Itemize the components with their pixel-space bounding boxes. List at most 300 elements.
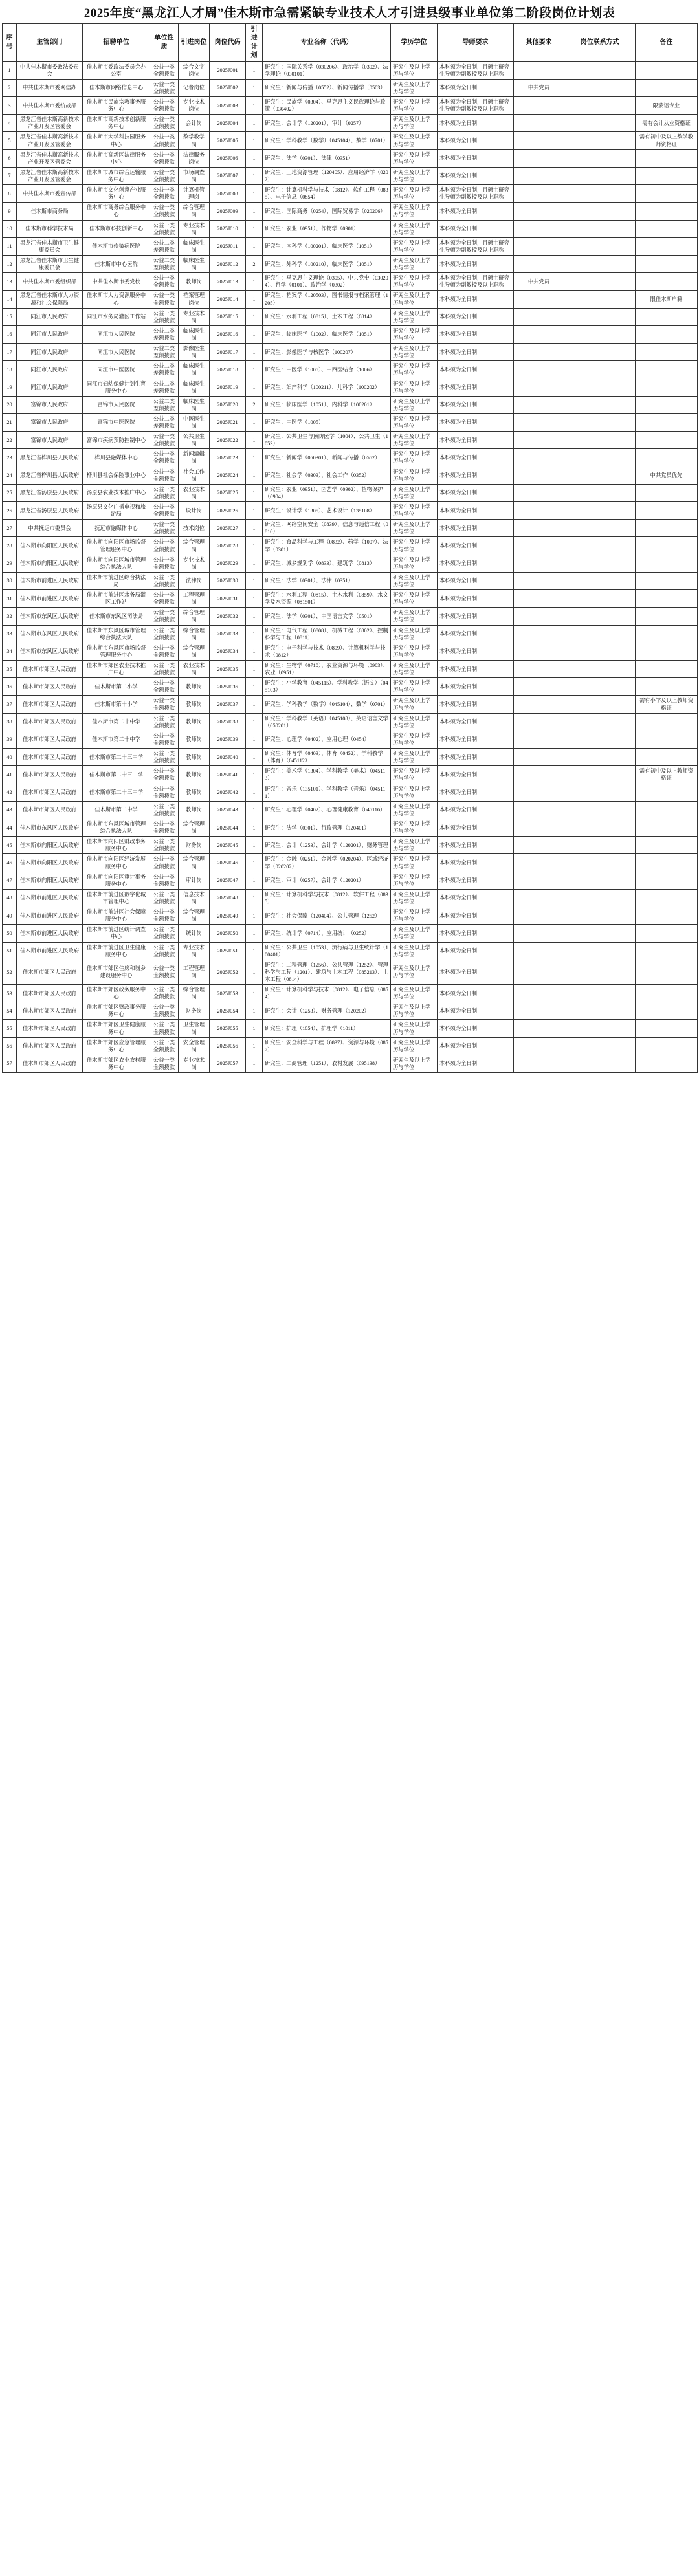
cell-major: 研究生：国际商务（0254）、国际贸易学（020206） — [263, 203, 391, 220]
cell-no: 8 — [3, 185, 17, 203]
col-header-other: 其他要求 — [514, 24, 564, 62]
cell-contact — [564, 661, 636, 678]
cell-post: 新闻编辑岗 — [179, 449, 210, 467]
cell-mentor: 本科须为全日制 — [438, 379, 514, 396]
cell-degree: 研究生及以上学历与学位 — [391, 555, 438, 572]
cell-other — [514, 766, 564, 784]
cell-count: 1 — [246, 572, 263, 589]
cell-nature: 公益一类全额拨款 — [150, 837, 179, 854]
cell-nature: 公益一类全额拨款 — [150, 907, 179, 925]
table-row — [3, 925, 698, 942]
table-row — [3, 1002, 698, 1020]
cell-post: 临床医生岗 — [179, 237, 210, 255]
cell-contact — [564, 731, 636, 748]
cell-code: 2025J039 — [210, 731, 246, 748]
cell-degree: 研究生及以上学历与学位 — [391, 149, 438, 167]
cell-post: 临床医生岗 — [179, 325, 210, 343]
cell-major: 研究生：公共卫生与预防医学（1004）、公共卫生（1053） — [263, 432, 391, 449]
cell-contact — [564, 784, 636, 801]
cell-other — [514, 643, 564, 660]
cell-code: 2025J021 — [210, 413, 246, 431]
cell-post: 临床医生岗 — [179, 379, 210, 396]
cell-post: 专业技术岗位 — [179, 97, 210, 115]
cell-post: 教师岗 — [179, 713, 210, 731]
cell-contact — [564, 1002, 636, 1020]
cell-nature: 公益一类全额拨款 — [150, 520, 179, 537]
cell-major: 研究生：影像医学与核医学（100207） — [263, 344, 391, 361]
cell-major: 研究生：法学（0301）、法律（0351） — [263, 572, 391, 589]
cell-degree: 研究生及以上学历与学位 — [391, 766, 438, 784]
cell-dept: 佳木斯市郊区人民政府 — [17, 1037, 83, 1055]
cell-dept: 黑龙江省汤原县人民政府 — [17, 502, 83, 520]
cell-mentor: 本科须为全日制 — [438, 713, 514, 731]
table-row — [3, 1020, 698, 1037]
cell-contact — [564, 379, 636, 396]
cell-no: 28 — [3, 537, 17, 555]
cell-code: 2025J008 — [210, 185, 246, 203]
cell-note — [636, 237, 698, 255]
cell-other — [514, 115, 564, 132]
cell-major: 研究生：生物学（0710）、农业资源与环境（0903）、农业（0951） — [263, 661, 391, 678]
cell-mentor: 本科须为全日制 — [438, 291, 514, 308]
cell-no: 40 — [3, 749, 17, 766]
cell-no: 44 — [3, 819, 17, 836]
cell-contact — [564, 608, 636, 625]
cell-nature: 公益一类全额拨款 — [150, 1002, 179, 1020]
cell-contact — [564, 237, 636, 255]
cell-nature: 公益一类全额拨款 — [150, 749, 179, 766]
table-row — [3, 237, 698, 255]
cell-note — [636, 555, 698, 572]
cell-count: 1 — [246, 203, 263, 220]
cell-major: 研究生：外科学（100210）、临床医学（1051） — [263, 255, 391, 272]
cell-nature: 公益二类差额拨款 — [150, 255, 179, 272]
cell-dept: 佳木斯市前进区人民政府 — [17, 907, 83, 925]
cell-no: 24 — [3, 467, 17, 484]
cell-code: 2025J013 — [210, 273, 246, 291]
cell-post: 综合文字岗位 — [179, 61, 210, 79]
cell-nature: 公益一类全额拨款 — [150, 220, 179, 237]
cell-count: 1 — [246, 291, 263, 308]
cell-code: 2025J032 — [210, 608, 246, 625]
cell-mentor: 本科须为全日制 — [438, 784, 514, 801]
cell-dept: 黑龙江省佳木斯市卫生健康委员会 — [17, 237, 83, 255]
cell-nature: 公益一类全额拨款 — [150, 713, 179, 731]
cell-unit: 汤原县文化广播电视和旅游局 — [83, 502, 150, 520]
cell-note — [636, 167, 698, 184]
cell-mentor: 本科须为全日制 — [438, 555, 514, 572]
cell-post: 农业技术岗 — [179, 661, 210, 678]
cell-dept: 佳木斯市郊区人民政府 — [17, 801, 83, 819]
cell-count: 1 — [246, 361, 263, 379]
cell-dept: 佳木斯市东风区人民政府 — [17, 819, 83, 836]
cell-code: 2025J015 — [210, 308, 246, 325]
cell-count: 1 — [246, 907, 263, 925]
cell-mentor: 本科须为全日制 — [438, 132, 514, 149]
cell-note — [636, 255, 698, 272]
cell-nature: 公益一类全额拨款 — [150, 572, 179, 589]
cell-note: 限蒙语专业 — [636, 97, 698, 115]
cell-note — [636, 749, 698, 766]
cell-unit: 佳木斯市民族宗教事务服务中心 — [83, 97, 150, 115]
cell-contact — [564, 960, 636, 984]
cell-no: 15 — [3, 308, 17, 325]
cell-post: 专业技术岗 — [179, 220, 210, 237]
cell-note — [636, 185, 698, 203]
cell-code: 2025J011 — [210, 237, 246, 255]
cell-count: 1 — [246, 925, 263, 942]
cell-dept: 同江市人民政府 — [17, 325, 83, 343]
cell-mentor: 本科须为全日制 — [438, 942, 514, 960]
cell-note — [636, 608, 698, 625]
cell-no: 10 — [3, 220, 17, 237]
cell-post: 影像医生岗 — [179, 344, 210, 361]
cell-count: 1 — [246, 854, 263, 872]
cell-dept: 黑龙江省桦川县人民政府 — [17, 449, 83, 467]
table-row — [3, 731, 698, 748]
cell-post: 综合管理岗 — [179, 643, 210, 660]
cell-degree: 研究生及以上学历与学位 — [391, 413, 438, 431]
cell-note — [636, 203, 698, 220]
cell-other — [514, 555, 564, 572]
cell-other — [514, 925, 564, 942]
cell-unit: 佳木斯市第二十三中学 — [83, 766, 150, 784]
cell-note — [636, 907, 698, 925]
cell-mentor: 本科须为全日制 — [438, 889, 514, 907]
cell-contact — [564, 361, 636, 379]
cell-post: 计算机管理岗 — [179, 185, 210, 203]
cell-major: 研究生：设计学（1305）、艺术设计（135108） — [263, 502, 391, 520]
cell-dept: 富锦市人民政府 — [17, 432, 83, 449]
cell-mentor: 本科须为全日制 — [438, 413, 514, 431]
cell-post: 信息技术岗 — [179, 889, 210, 907]
cell-contact — [564, 432, 636, 449]
cell-count: 1 — [246, 661, 263, 678]
cell-major: 研究生：会计学（120201）、审计（0257） — [263, 115, 391, 132]
cell-other — [514, 237, 564, 255]
cell-nature: 公益一类全额拨款 — [150, 1020, 179, 1037]
table-row — [3, 79, 698, 96]
cell-post: 教师岗 — [179, 749, 210, 766]
cell-nature: 公益一类全额拨款 — [150, 185, 179, 203]
cell-contact — [564, 766, 636, 784]
cell-degree: 研究生及以上学历与学位 — [391, 661, 438, 678]
cell-code: 2025J018 — [210, 361, 246, 379]
cell-count: 1 — [246, 449, 263, 467]
cell-contact — [564, 889, 636, 907]
cell-mentor: 本科须为全日制 — [438, 907, 514, 925]
cell-no: 19 — [3, 379, 17, 396]
cell-major: 研究生：临床医学（1002）、临床医学（1051） — [263, 325, 391, 343]
cell-mentor: 本科须为全日制，且硕士研究生导师为副教授及以上职称 — [438, 97, 514, 115]
cell-post: 卫生管理岗 — [179, 1020, 210, 1037]
cell-code: 2025J034 — [210, 643, 246, 660]
cell-code: 2025J010 — [210, 220, 246, 237]
cell-post: 教师岗 — [179, 731, 210, 748]
cell-no: 16 — [3, 325, 17, 343]
cell-mentor: 本科须为全日制 — [438, 801, 514, 819]
cell-nature: 公益一类全额拨款 — [150, 167, 179, 184]
cell-degree: 研究生及以上学历与学位 — [391, 325, 438, 343]
cell-count: 1 — [246, 61, 263, 79]
cell-no: 31 — [3, 590, 17, 608]
cell-dept: 佳木斯市前进区人民政府 — [17, 942, 83, 960]
cell-post: 临床医生岗 — [179, 255, 210, 272]
cell-note — [636, 572, 698, 589]
cell-dept: 佳木斯市郊区人民政府 — [17, 731, 83, 748]
cell-count: 1 — [246, 308, 263, 325]
cell-code: 2025J004 — [210, 115, 246, 132]
cell-unit: 佳木斯市前进区社会保障服务中心 — [83, 907, 150, 925]
cell-code: 2025J019 — [210, 379, 246, 396]
cell-post: 综合管理岗 — [179, 854, 210, 872]
cell-no: 6 — [3, 149, 17, 167]
cell-dept: 黑龙江省佳木斯市卫生健康委员会 — [17, 255, 83, 272]
cell-unit: 同江市人民医院 — [83, 325, 150, 343]
cell-code: 2025J042 — [210, 784, 246, 801]
cell-mentor: 本科须为全日制 — [438, 396, 514, 413]
cell-no: 1 — [3, 61, 17, 79]
cell-degree: 研究生及以上学历与学位 — [391, 925, 438, 942]
cell-mentor: 本科须为全日制 — [438, 837, 514, 854]
cell-other — [514, 942, 564, 960]
cell-other — [514, 291, 564, 308]
cell-degree: 研究生及以上学历与学位 — [391, 449, 438, 467]
cell-contact — [564, 291, 636, 308]
cell-mentor: 本科须为全日制，且硕士研究生导师为副教授及以上职称 — [438, 185, 514, 203]
cell-nature: 公益一类全额拨款 — [150, 61, 179, 79]
cell-dept: 佳木斯市向阳区人民政府 — [17, 872, 83, 889]
cell-mentor: 本科须为全日制 — [438, 985, 514, 1002]
cell-unit: 佳木斯市前进区综合执法局 — [83, 572, 150, 589]
cell-note — [636, 942, 698, 960]
cell-no: 51 — [3, 942, 17, 960]
cell-note — [636, 889, 698, 907]
col-header-unit: 招聘单位 — [83, 24, 150, 62]
cell-mentor: 本科须为全日制 — [438, 115, 514, 132]
cell-contact — [564, 1020, 636, 1037]
cell-contact — [564, 942, 636, 960]
cell-degree: 研究生及以上学历与学位 — [391, 590, 438, 608]
cell-major: 研究生：土地资源管理（120405）、应用经济学（0202） — [263, 167, 391, 184]
cell-note — [636, 537, 698, 555]
cell-other — [514, 308, 564, 325]
cell-count: 1 — [246, 872, 263, 889]
cell-degree: 研究生及以上学历与学位 — [391, 572, 438, 589]
cell-nature: 公益一类全额拨款 — [150, 889, 179, 907]
cell-degree: 研究生及以上学历与学位 — [391, 344, 438, 361]
table-row — [3, 325, 698, 343]
table-row — [3, 942, 698, 960]
cell-degree: 研究生及以上学历与学位 — [391, 115, 438, 132]
cell-degree: 研究生及以上学历与学位 — [391, 396, 438, 413]
table-row — [3, 749, 698, 766]
cell-note — [636, 801, 698, 819]
cell-degree: 研究生及以上学历与学位 — [391, 678, 438, 696]
cell-unit: 佳木斯市人力资源服务中心 — [83, 291, 150, 308]
cell-unit: 佳木斯市向阳区财政事务服务中心 — [83, 837, 150, 854]
cell-no: 17 — [3, 344, 17, 361]
cell-count: 1 — [246, 1055, 263, 1072]
cell-major: 研究生：水利工程（0815）、土木水利（0859）、水文学及水资源（081501） — [263, 590, 391, 608]
cell-count: 1 — [246, 731, 263, 748]
cell-major: 研究生：马克思主义理论（0305）、中共党史（030204）、哲学（0101）、政治学（0302） — [263, 273, 391, 291]
cell-dept: 佳木斯市科学技术局 — [17, 220, 83, 237]
cell-unit: 佳木斯市前进区统计调查中心 — [83, 925, 150, 942]
cell-major: 研究生：计算机科学与技术（0812）、软件工程（0835） — [263, 889, 391, 907]
table-row — [3, 819, 698, 836]
cell-degree: 研究生及以上学历与学位 — [391, 889, 438, 907]
cell-code: 2025J001 — [210, 61, 246, 79]
table-row — [3, 960, 698, 984]
cell-post: 综合管理岗 — [179, 203, 210, 220]
cell-dept: 黑龙江省佳木斯高新技术产业开发区管委会 — [17, 167, 83, 184]
cell-mentor: 本科须为全日制 — [438, 696, 514, 713]
cell-note — [636, 61, 698, 79]
cell-note — [636, 731, 698, 748]
cell-dept: 黑龙江省佳木斯市人力资源和社会保障局 — [17, 291, 83, 308]
cell-major: 研究生：心理学（0402）、应用心理（0454） — [263, 731, 391, 748]
cell-no: 32 — [3, 608, 17, 625]
cell-note — [636, 590, 698, 608]
col-header-note: 备注 — [636, 24, 698, 62]
cell-other — [514, 97, 564, 115]
cell-post: 安全管理岗 — [179, 1037, 210, 1055]
cell-mentor: 本科须为全日制 — [438, 1020, 514, 1037]
cell-major: 研究生：城乡规划学（0833）、建筑学（0813） — [263, 555, 391, 572]
cell-degree: 研究生及以上学历与学位 — [391, 1002, 438, 1020]
cell-note: 中共党员优先 — [636, 467, 698, 484]
cell-count: 1 — [246, 942, 263, 960]
cell-nature: 公益一类全额拨款 — [150, 960, 179, 984]
cell-unit: 佳木斯市第二十中学 — [83, 731, 150, 748]
table-row — [3, 889, 698, 907]
cell-post: 工程管理岗 — [179, 590, 210, 608]
cell-count: 1 — [246, 467, 263, 484]
cell-other — [514, 149, 564, 167]
cell-nature: 公益一类全额拨款 — [150, 1055, 179, 1072]
cell-mentor: 本科须为全日制 — [438, 872, 514, 889]
cell-note — [636, 502, 698, 520]
cell-major: 研究生：统计学（0714）、应用统计（0252） — [263, 925, 391, 942]
cell-other — [514, 625, 564, 643]
cell-count: 1 — [246, 749, 263, 766]
cell-major: 研究生：国际关系学（030206）、政治学（0302）、法学理论（030101） — [263, 61, 391, 79]
cell-code: 2025J043 — [210, 801, 246, 819]
cell-no: 53 — [3, 985, 17, 1002]
cell-code: 2025J050 — [210, 925, 246, 942]
cell-dept: 富锦市人民政府 — [17, 413, 83, 431]
cell-dept: 佳木斯市郊区人民政府 — [17, 661, 83, 678]
cell-mentor: 本科须为全日制 — [438, 344, 514, 361]
cell-nature: 公益一类全额拨款 — [150, 115, 179, 132]
cell-unit: 佳木斯市郊区农业技术推广中心 — [83, 661, 150, 678]
cell-note — [636, 379, 698, 396]
cell-unit: 佳木斯市前进区水务局灌区工作站 — [83, 590, 150, 608]
cell-note — [636, 220, 698, 237]
cell-other — [514, 661, 564, 678]
cell-nature: 公益一类全额拨款 — [150, 484, 179, 501]
cell-nature: 公益一类全额拨款 — [150, 925, 179, 942]
cell-mentor: 本科须为全日制 — [438, 766, 514, 784]
cell-post: 教师岗 — [179, 678, 210, 696]
cell-nature: 公益一类全额拨款 — [150, 661, 179, 678]
cell-mentor: 本科须为全日制 — [438, 1055, 514, 1072]
cell-count: 1 — [246, 237, 263, 255]
cell-count: 1 — [246, 537, 263, 555]
table-row — [3, 1055, 698, 1072]
cell-mentor: 本科须为全日制 — [438, 960, 514, 984]
cell-count: 1 — [246, 502, 263, 520]
table-row — [3, 625, 698, 643]
cell-other — [514, 379, 564, 396]
table-row — [3, 185, 698, 203]
cell-major: 研究生：工商管理（1251）、农村发展（095138） — [263, 1055, 391, 1072]
cell-dept: 同江市人民政府 — [17, 308, 83, 325]
cell-unit: 佳木斯市第二小学 — [83, 678, 150, 696]
table-row — [3, 713, 698, 731]
cell-nature: 公益一类全额拨款 — [150, 291, 179, 308]
cell-count: 1 — [246, 273, 263, 291]
cell-contact — [564, 749, 636, 766]
cell-note: 需有小学及以上教师资格证 — [636, 696, 698, 713]
cell-degree: 研究生及以上学历与学位 — [391, 1037, 438, 1055]
cell-other — [514, 1020, 564, 1037]
cell-mentor: 本科须为全日制 — [438, 590, 514, 608]
cell-nature: 公益一类全额拨款 — [150, 273, 179, 291]
table-row — [3, 379, 698, 396]
cell-nature: 公益一类全额拨款 — [150, 985, 179, 1002]
cell-note — [636, 344, 698, 361]
cell-no: 2 — [3, 79, 17, 96]
cell-code: 2025J016 — [210, 325, 246, 343]
cell-code: 2025J048 — [210, 889, 246, 907]
table-row — [3, 696, 698, 713]
cell-unit: 佳木斯市郊区住房和城乡建设服务中心 — [83, 960, 150, 984]
cell-contact — [564, 61, 636, 79]
cell-post: 教师岗 — [179, 784, 210, 801]
cell-note — [636, 1055, 698, 1072]
cell-degree: 研究生及以上学历与学位 — [391, 1020, 438, 1037]
cell-degree: 研究生及以上学历与学位 — [391, 696, 438, 713]
cell-contact — [564, 572, 636, 589]
cell-contact — [564, 555, 636, 572]
cell-other — [514, 396, 564, 413]
cell-code: 2025J036 — [210, 678, 246, 696]
cell-code: 2025J012 — [210, 255, 246, 272]
cell-other — [514, 784, 564, 801]
cell-code: 2025J046 — [210, 854, 246, 872]
cell-note — [636, 484, 698, 501]
cell-mentor: 本科须为全日制 — [438, 678, 514, 696]
cell-count: 1 — [246, 985, 263, 1002]
cell-code: 2025J035 — [210, 661, 246, 678]
cell-code: 2025J037 — [210, 696, 246, 713]
cell-mentor: 本科须为全日制 — [438, 1002, 514, 1020]
document-title: 2025年度“黑龙江人才周”佳木斯市急需紧缺专业技术人才引进县级事业单位第二阶段岗位计划表 — [83, 6, 616, 20]
cell-major: 研究生：小学教育（045115）、学科教学（语文）（045103） — [263, 678, 391, 696]
cell-note — [636, 925, 698, 942]
cell-nature: 公益一类全额拨款 — [150, 308, 179, 325]
cell-no: 41 — [3, 766, 17, 784]
cell-post: 统计岗 — [179, 925, 210, 942]
cell-no: 20 — [3, 396, 17, 413]
table-header-row — [3, 24, 698, 62]
cell-dept: 中共佳木斯市委组织部 — [17, 273, 83, 291]
cell-code: 2025J017 — [210, 344, 246, 361]
cell-degree: 研究生及以上学历与学位 — [391, 237, 438, 255]
cell-unit: 同江市水务局灌区工作站 — [83, 308, 150, 325]
